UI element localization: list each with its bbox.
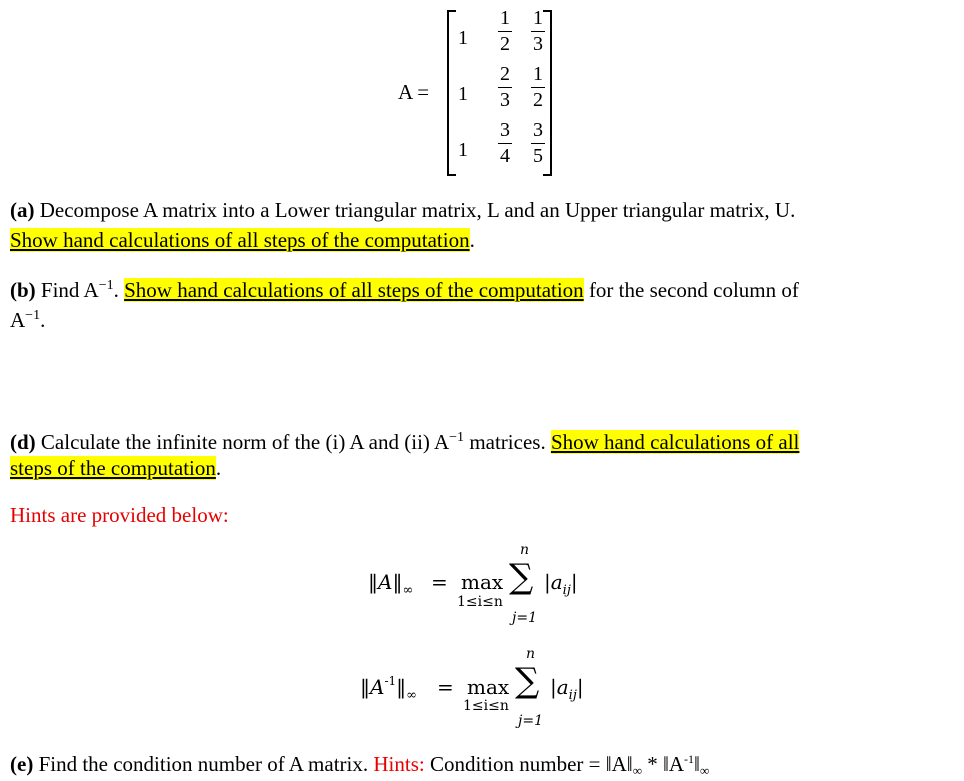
- part-d-end: .: [215, 456, 222, 480]
- matrix-cell: 1: [458, 139, 468, 161]
- part-b-line2-sup: −1: [25, 308, 41, 323]
- part-b-line2: [10, 302, 45, 334]
- part-e-hint-label: Hints:: [373, 752, 425, 776]
- part-a-line2: [10, 226, 475, 254]
- formula1-eq: =: [431, 570, 448, 594]
- part-a-end: .: [469, 228, 475, 252]
- hints-title: Hints are provided below:: [10, 503, 229, 527]
- formula1-term: $|a_{ij}|$: [544, 570, 578, 598]
- formula2-eq: =: [437, 675, 454, 699]
- fraction-numerator: 1: [500, 7, 510, 29]
- formula1-sigma-icon: ∑: [509, 557, 534, 597]
- part-b-sup: −1: [98, 278, 114, 293]
- formula1-lhs: $‖A‖_\infty$: [368, 570, 414, 598]
- matrix-fraction: [494, 120, 516, 166]
- matrix-fraction: [527, 8, 549, 54]
- formula2-upper: n: [526, 646, 536, 662]
- part-e-inf2: ∞: [699, 763, 710, 778]
- part-d-line2: [10, 454, 221, 482]
- part-b-label: (b): [10, 278, 36, 302]
- part-d-text: Calculate the infinite norm of the (i) A and (ii) A: [35, 430, 450, 454]
- part-d-text2: matrices.: [464, 430, 551, 454]
- part-e-text: Find the condition number of A matrix.: [33, 752, 374, 776]
- matrix-fraction: [494, 64, 516, 110]
- fraction-numerator: 3: [500, 119, 510, 141]
- part-d-highlight1: Show hand calculations of all: [550, 430, 800, 454]
- formula1-upper: n: [520, 542, 530, 558]
- part-a-text: Decompose A matrix into a Lower triangular matrix, L and an Upper triangular matrix, U.: [34, 198, 796, 222]
- part-e-text3: ‖: [694, 752, 700, 776]
- matrix-fraction: [527, 120, 549, 166]
- matrix-cell: 1: [458, 83, 468, 105]
- part-b-line2-text: A: [10, 308, 26, 332]
- fraction-denominator: 5: [533, 145, 543, 167]
- part-e-inf1: ∞: [632, 763, 642, 778]
- fraction-numerator: 1: [533, 7, 543, 29]
- formula1-lower: j=1: [512, 610, 537, 626]
- fraction-numerator: 3: [533, 119, 543, 141]
- matrix-fraction: [527, 64, 549, 110]
- formula1-max: max: [461, 570, 504, 594]
- part-a-label: (a): [10, 198, 35, 222]
- fraction-numerator: 1: [533, 63, 543, 85]
- part-b-highlight: Show hand calculations of all steps of the computation: [124, 278, 584, 302]
- part-d-line1: [10, 424, 799, 456]
- part-d-highlight2: steps of the computation: [10, 456, 216, 480]
- fraction-denominator: 2: [533, 89, 543, 111]
- formula2-lhs: $‖A^{-1}‖_\infty$: [360, 674, 417, 703]
- part-a-line1: [10, 196, 795, 224]
- fraction-denominator: 3: [533, 33, 543, 55]
- part-e-line: [10, 745, 709, 781]
- part-e-sup: -1: [684, 752, 695, 766]
- matrix-cell: 1: [458, 27, 468, 49]
- matrix-label: A =: [398, 80, 430, 104]
- part-b-line2-end: .: [40, 308, 46, 332]
- part-b-text2: .: [113, 278, 125, 302]
- part-b-text3: for the second column of: [583, 278, 799, 302]
- part-e-star: * ‖A: [641, 752, 685, 776]
- formula2-sigma-icon: ∑: [515, 661, 540, 701]
- part-b-line1: [10, 272, 946, 304]
- formula2-lower: j=1: [518, 713, 543, 729]
- formula1-range: 1≤i≤n: [457, 594, 503, 610]
- part-a-highlight: Show hand calculations of all steps of the computation: [10, 228, 470, 252]
- fraction-denominator: 3: [500, 89, 510, 111]
- formula2-term: $|a_{ij}|$: [550, 675, 584, 703]
- part-d-sup: −1: [449, 430, 465, 445]
- fraction-denominator: 4: [500, 145, 510, 167]
- formula2-max: max: [467, 675, 510, 699]
- part-e-text2: Condition number = ‖A‖: [424, 752, 633, 776]
- part-e-label: (e): [10, 752, 34, 776]
- part-d-label: (d): [10, 430, 36, 454]
- matrix-fraction: [494, 8, 516, 54]
- part-b-text: Find A: [35, 278, 99, 302]
- fraction-denominator: 2: [500, 33, 510, 55]
- formula2-range: 1≤i≤n: [463, 698, 509, 714]
- fraction-numerator: 2: [500, 63, 510, 85]
